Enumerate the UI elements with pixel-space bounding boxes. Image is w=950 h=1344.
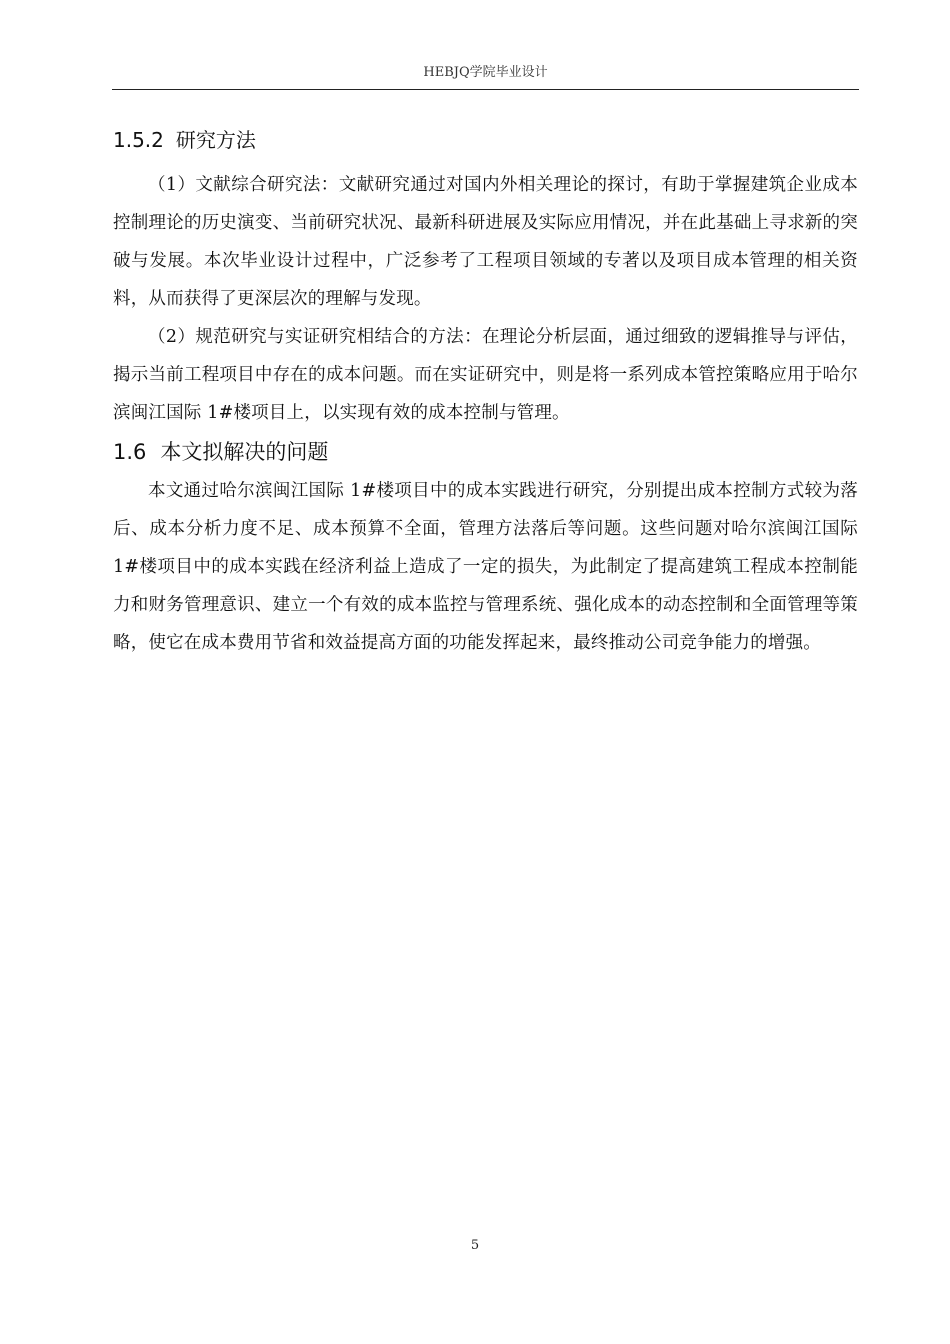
paragraph: （2）规范研究与实证研究相结合的方法：在理论分析层面，通过细致的逻辑推导与评估，揭示当前工程项目中存在的成本问题。而在实证研究中，则是将一系列成本管控策略应用于哈尔滨闽江国际 1#楼项目上，以实现有效的成本控制与管理。 <box>113 327 858 423</box>
section-number: 1.5.2 <box>113 128 164 152</box>
paragraph: （1）文献综合研究法：文献研究通过对国内外相关理论的探讨，有助于掌握建筑企业成本控制理论的历史演变、当前研究状况、最新科研进展及实际应用情况，并在此基础上寻求新的突破与发展。本次毕业设计过程中，广泛参考了工程项目领域的专著以及项目成本管理的相关资料，从而获得了更深层次的理解与发现。 <box>113 175 858 309</box>
header-title: HEBJQ学院毕业设计 <box>423 65 548 80</box>
section-number: 1.6 <box>113 440 147 464</box>
section-heading-1-5-2 <box>113 120 858 160</box>
section-title: 本文拟解决的问题 <box>160 440 329 464</box>
page-number: 5 <box>470 1238 480 1253</box>
section-heading-1-6 <box>113 432 858 472</box>
document-body <box>113 120 858 662</box>
page-header <box>112 62 859 90</box>
section-title: 研究方法 <box>175 128 256 152</box>
paragraph: 本文通过哈尔滨闽江国际 1#楼项目中的成本实践进行研究，分别提出成本控制方式较为落后、成本分析力度不足、成本预算不全面，管理方法落后等问题。这些问题对哈尔滨闽江国际 1#楼项目中的成本实践在经济利益上造成了一定的损失，为此制定了提高建筑工程成本控制能力和财务管理意识、建立一个有效的成本监控与管理系统、强化成本的动态控制和全面管理等策略，使它在成本费用节省和效益提高方面的功能发挥起来，最终推动公司竞争能力的增强。 <box>113 481 858 653</box>
